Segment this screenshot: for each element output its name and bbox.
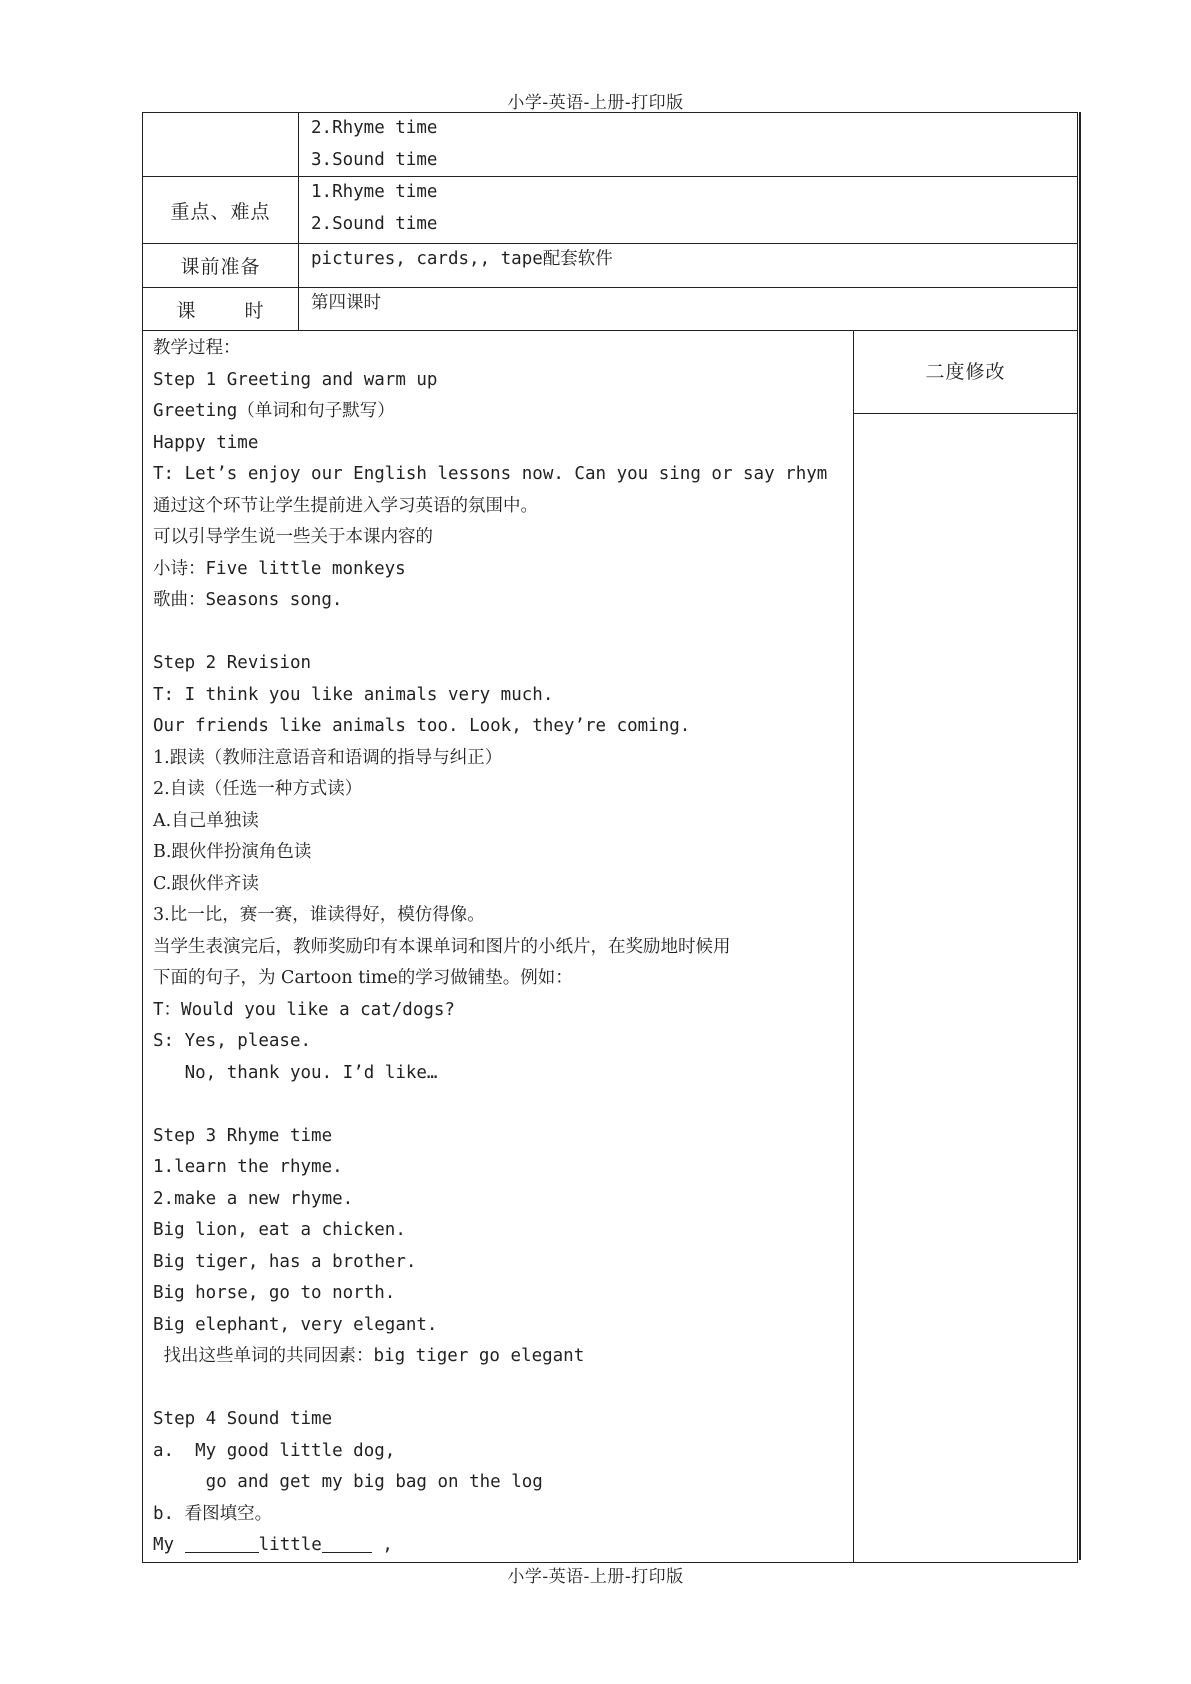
key-points-cell — [299, 177, 1078, 244]
process-cell — [143, 331, 854, 1563]
period-cell — [299, 288, 1078, 331]
step2-line: 1.跟读（教师注意语音和语调的指导与纠正） — [153, 747, 503, 768]
step2-line: Step 2 Revision — [153, 653, 312, 673]
contents-line: 3.Sound time — [311, 149, 438, 170]
step1-line: Step 1 Greeting and warm up — [153, 369, 438, 390]
fill-tail: , — [371, 1535, 393, 1555]
process-row — [143, 331, 1078, 1563]
page-header: 小学-英语-上册-打印版 — [507, 93, 684, 113]
key-points-row — [143, 177, 1078, 244]
step3-line: Big elephant, very elegant. — [153, 1314, 438, 1335]
lesson-plan-table — [142, 112, 1078, 1563]
step2-line: T: I think you like animals very much. — [153, 684, 554, 705]
fill-word-my: My — [153, 1535, 175, 1555]
step4-block — [153, 1404, 843, 1562]
step2-line: Our friends like animals too. Look, they’re coming. — [153, 716, 691, 736]
step2-line: No, thank you. I’d like… — [153, 1062, 438, 1083]
step1-line: T: Let’s enjoy our English lessons now. Can you sing or say rhym — [153, 464, 828, 484]
step4-line: Step 4 Sound time — [153, 1409, 333, 1429]
step4-line: a. My good little dog, — [153, 1440, 396, 1461]
key-point-line: 1.Rhyme time — [311, 182, 438, 202]
key-point-line: 2.Sound time — [311, 213, 438, 234]
step1-line: 通过这个环节让学生提前进入学习英语的氛围中。 — [153, 495, 538, 516]
step1-block — [153, 365, 843, 617]
key-points-label: 重点、难点 — [143, 177, 299, 244]
period-row — [143, 288, 1078, 331]
step3-line: Big horse, go to north. — [153, 1283, 396, 1303]
step2-line: A.自己单独读 — [153, 810, 259, 831]
step3-line: Step 3 Rhyme time — [153, 1125, 333, 1146]
preparation-label: 课前准备 — [143, 244, 299, 288]
step2-line: 下面的句子，为 Cartoon time的学习做铺垫。例如： — [153, 968, 573, 988]
step2-line: S: Yes, please. — [153, 1031, 312, 1051]
preparation-row — [143, 244, 1078, 288]
step4-line: b. 看图填空。 — [153, 1503, 273, 1524]
step3-line: 2.make a new rhyme. — [153, 1188, 354, 1209]
step3-block — [153, 1121, 843, 1373]
revision-heading: 二度修改 — [854, 331, 1077, 414]
preparation-value: pictures, cards,, tape配套软件 — [311, 249, 613, 269]
fill-blank-1 — [185, 1530, 259, 1553]
preparation-cell — [299, 244, 1078, 288]
step2-line: 当学生表演完后，教师奖励印有本课单词和图片的小纸片，在奖励地时候用 — [153, 936, 731, 957]
step2-line: 2.自读（任选一种方式读） — [153, 779, 363, 799]
process-title: 教学过程： — [153, 338, 241, 358]
contents-line: 2.Rhyme time — [311, 118, 438, 138]
spacer — [153, 617, 843, 649]
period-label-left: 课 — [176, 299, 197, 322]
step1-line: 歌曲：Seasons song. — [153, 590, 343, 610]
step3-line: 1.learn the rhyme. — [153, 1157, 343, 1177]
step3-line: Big tiger, has a brother. — [153, 1251, 417, 1272]
step3-line: Big lion, eat a chicken. — [153, 1220, 406, 1240]
fill-word-little: little — [258, 1535, 322, 1555]
spacer — [153, 1373, 843, 1405]
step4-line: go and get my big bag on the log — [153, 1472, 543, 1492]
spacer — [153, 1089, 843, 1121]
step1-line: Happy time — [153, 432, 259, 453]
contents-cell — [299, 113, 1078, 177]
step2-block — [153, 648, 843, 1089]
period-label-right: 时 — [244, 299, 265, 322]
step2-line: T：Would you like a cat/dogs? — [153, 999, 455, 1020]
fill-blank-line — [153, 1530, 843, 1562]
step3-line: 找出这些单词的共同因素：big tiger go elegant — [153, 1346, 585, 1366]
step1-line: Greeting（单词和句子默写） — [153, 401, 395, 421]
table-right-border — [1079, 112, 1081, 1560]
page-footer: 小学-英语-上册-打印版 — [507, 1567, 684, 1587]
step2-line: C.跟伙伴齐读 — [153, 873, 259, 894]
contents-label-cell — [143, 113, 299, 177]
step1-line: 可以引导学生说一些关于本课内容的 — [153, 527, 433, 547]
period-label — [143, 288, 299, 331]
revision-column — [854, 331, 1078, 1563]
step1-line: 小诗：Five little monkeys — [153, 558, 406, 579]
fill-blank-2 — [322, 1530, 372, 1553]
step2-line: 3.比一比，赛一赛，谁读得好，模仿得像。 — [153, 905, 485, 925]
contents-row — [143, 113, 1078, 177]
step2-line: B.跟伙伴扮演角色读 — [153, 842, 312, 862]
period-value: 第四课时 — [311, 293, 381, 313]
